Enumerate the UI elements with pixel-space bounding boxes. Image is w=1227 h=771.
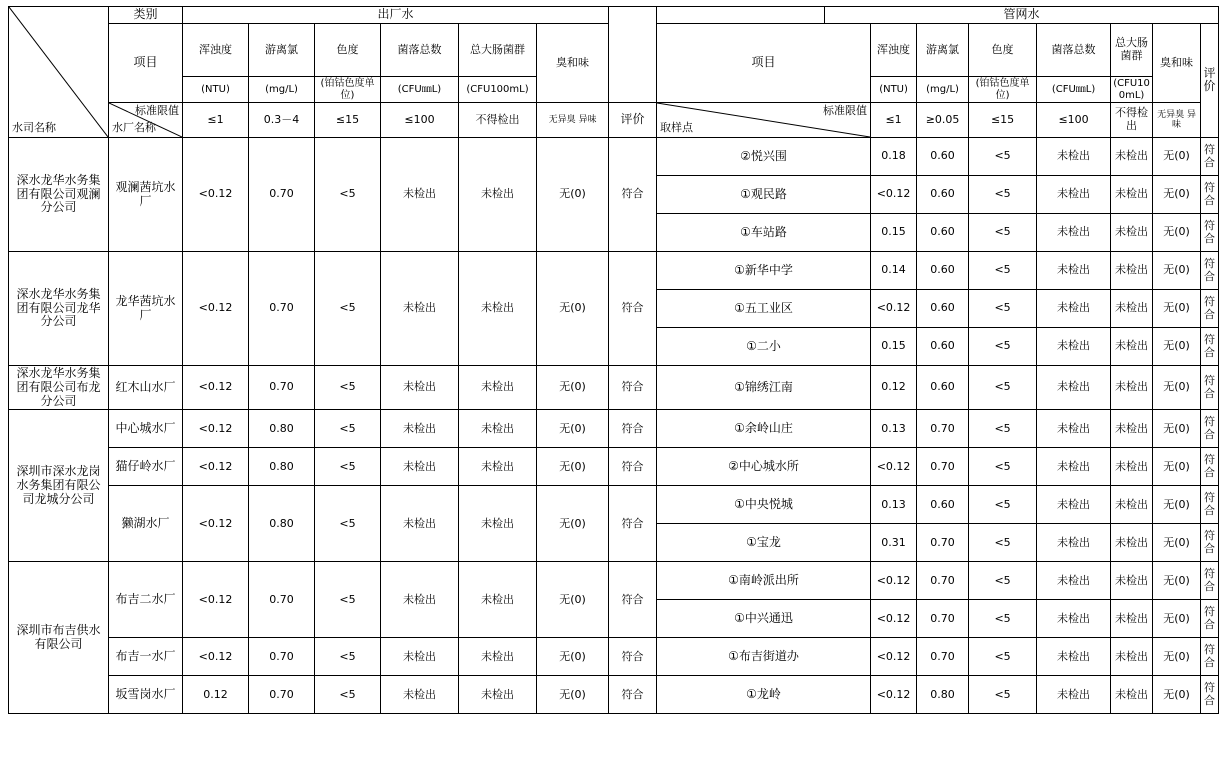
- outlet-value-4: 未检出: [459, 638, 537, 676]
- network-value-1: 0.70: [917, 600, 969, 638]
- network-value-4: 未检出: [1111, 328, 1153, 366]
- table-row: [9, 486, 1219, 524]
- network-evaluation: 符合: [1201, 176, 1219, 214]
- network-col-4-name: 总大肠菌群: [1111, 23, 1153, 76]
- outlet-value-5: 无(0): [537, 138, 609, 252]
- network-value-3: 未检出: [1037, 486, 1111, 524]
- network-col-5-name: 臭和味: [1153, 23, 1201, 102]
- outlet-value-0: <0.12: [183, 486, 249, 562]
- network-col-5-limit: 无异臭 异味: [1153, 103, 1201, 138]
- outlet-value-1: 0.80: [249, 448, 315, 486]
- network-value-0: <0.12: [871, 448, 917, 486]
- network-value-4: 未检出: [1111, 214, 1153, 252]
- outlet-value-1: 0.80: [249, 486, 315, 562]
- outlet-value-4: 未检出: [459, 252, 537, 366]
- network-value-1: 0.70: [917, 448, 969, 486]
- network-value-5: 无(0): [1153, 138, 1201, 176]
- outlet-col-2-limit: ≤15: [315, 103, 381, 138]
- outlet-col-1-unit: (mg/L): [249, 77, 315, 103]
- network-value-3: 未检出: [1037, 290, 1111, 328]
- water-company-name: 深水龙华水务集团有限公司布龙分公司: [9, 366, 109, 410]
- network-col-0-limit: ≤1: [871, 103, 917, 138]
- network-value-1: 0.70: [917, 524, 969, 562]
- network-evaluation: 符合: [1201, 448, 1219, 486]
- outlet-value-2: <5: [315, 676, 381, 714]
- standard-limit-label: 标准限值: [823, 104, 868, 117]
- network-value-5: 无(0): [1153, 486, 1201, 524]
- spacer-cell: [657, 7, 825, 24]
- outlet-value-3: 未检出: [381, 410, 459, 448]
- network-value-4: 未检出: [1111, 252, 1153, 290]
- outlet-evaluation: 符合: [609, 638, 657, 676]
- network-value-2: <5: [969, 600, 1037, 638]
- network-value-5: 无(0): [1153, 176, 1201, 214]
- table-row: [9, 138, 1219, 176]
- network-evaluation: 符合: [1201, 252, 1219, 290]
- network-value-4: 未检出: [1111, 410, 1153, 448]
- network-value-4: 未检出: [1111, 138, 1153, 176]
- network-value-3: 未检出: [1037, 676, 1111, 714]
- network-value-2: <5: [969, 138, 1037, 176]
- outlet-col-4-unit: (CFU100mL): [459, 77, 537, 103]
- outlet-evaluation: 符合: [609, 448, 657, 486]
- sample-point: ①车站路: [657, 214, 871, 252]
- outlet-value-5: 无(0): [537, 410, 609, 448]
- network-value-1: 0.60: [917, 366, 969, 410]
- plant-name: 红木山水厂: [109, 366, 183, 410]
- network-value-0: 0.15: [871, 214, 917, 252]
- network-value-1: 0.60: [917, 176, 969, 214]
- outlet-value-2: <5: [315, 562, 381, 638]
- network-col-3-limit: ≤100: [1037, 103, 1111, 138]
- outlet-value-0: <0.12: [183, 562, 249, 638]
- network-value-3: 未检出: [1037, 252, 1111, 290]
- sample-point: ①南岭派出所: [657, 562, 871, 600]
- table-row: [9, 252, 1219, 290]
- network-col-4-unit: (CFU100mL): [1111, 77, 1153, 103]
- network-value-0: 0.18: [871, 138, 917, 176]
- outlet-col-1-limit: 0.3－4: [249, 103, 315, 138]
- network-col-0-unit: (NTU): [871, 77, 917, 103]
- network-col-3-unit: (CFU㎜L): [1037, 77, 1111, 103]
- sample-point: ①新华中学: [657, 252, 871, 290]
- sample-point: ①中兴通迅: [657, 600, 871, 638]
- table-row: [9, 448, 1219, 486]
- network-value-1: 0.60: [917, 252, 969, 290]
- network-value-0: <0.12: [871, 290, 917, 328]
- category-label: 类别: [109, 7, 183, 24]
- network-value-5: 无(0): [1153, 600, 1201, 638]
- network-value-3: 未检出: [1037, 176, 1111, 214]
- outlet-value-5: 无(0): [537, 486, 609, 562]
- outlet-value-2: <5: [315, 448, 381, 486]
- sample-point: ②悦兴围: [657, 138, 871, 176]
- outlet-col-0-unit: (NTU): [183, 77, 249, 103]
- plant-name: 观澜茜坑水厂: [109, 138, 183, 252]
- network-value-2: <5: [969, 214, 1037, 252]
- network-value-3: 未检出: [1037, 138, 1111, 176]
- outlet-evaluation: 符合: [609, 138, 657, 252]
- outlet-value-1: 0.70: [249, 676, 315, 714]
- outlet-value-1: 0.70: [249, 638, 315, 676]
- network-value-4: 未检出: [1111, 366, 1153, 410]
- water-company-name: 深圳市深水龙岗水务集团有限公司龙城分公司: [9, 410, 109, 562]
- table-row: [9, 638, 1219, 676]
- network-col-1-name: 游离氯: [917, 23, 969, 76]
- outlet-value-2: <5: [315, 138, 381, 252]
- outlet-odor-limit: 无异臭 异味: [548, 114, 597, 125]
- outlet-value-5: 无(0): [537, 562, 609, 638]
- network-value-4: 未检出: [1111, 290, 1153, 328]
- outlet-value-3: 未检出: [381, 252, 459, 366]
- network-value-3: 未检出: [1037, 600, 1111, 638]
- plant-name: 龙华茜坑水厂: [109, 252, 183, 366]
- network-evaluation: 符合: [1201, 290, 1219, 328]
- sample-point-label: 取样点: [660, 121, 694, 135]
- outlet-value-0: <0.12: [183, 138, 249, 252]
- header-row-groups: [9, 7, 1219, 24]
- network-value-4: 未检出: [1111, 486, 1153, 524]
- outlet-value-1: 0.70: [249, 366, 315, 410]
- network-value-5: 无(0): [1153, 252, 1201, 290]
- network-evaluation: 符合: [1201, 138, 1219, 176]
- outlet-value-2: <5: [315, 252, 381, 366]
- network-value-2: <5: [969, 176, 1037, 214]
- network-col-3-name: 菌落总数: [1037, 23, 1111, 76]
- table-row: [9, 562, 1219, 600]
- outlet-evaluation-label: 评价: [620, 112, 645, 127]
- outlet-value-5: 无(0): [537, 448, 609, 486]
- sample-point: ①二小: [657, 328, 871, 366]
- outlet-value-4: 未检出: [459, 676, 537, 714]
- network-value-1: 0.60: [917, 328, 969, 366]
- outlet-value-5: 无(0): [537, 366, 609, 410]
- network-evaluation: 符合: [1201, 600, 1219, 638]
- network-col-1-limit: ≥0.05: [917, 103, 969, 138]
- outlet-value-0: <0.12: [183, 366, 249, 410]
- network-value-2: <5: [969, 638, 1037, 676]
- outlet-value-1: 0.70: [249, 562, 315, 638]
- network-evaluation: 符合: [1201, 676, 1219, 714]
- outlet-evaluation-spacer: [609, 7, 657, 103]
- network-value-0: 0.13: [871, 410, 917, 448]
- network-col-2-unit: (铂钴色度单位): [969, 77, 1037, 103]
- network-value-1: 0.60: [917, 290, 969, 328]
- network-value-3: 未检出: [1037, 638, 1111, 676]
- network-value-0: 0.13: [871, 486, 917, 524]
- network-value-0: <0.12: [871, 600, 917, 638]
- header-row-limits: [9, 103, 1219, 138]
- sample-point: ①五工业区: [657, 290, 871, 328]
- network-standard-limit-header: [657, 103, 871, 138]
- network-value-1: 0.60: [917, 214, 969, 252]
- network-evaluation: 符合: [1201, 410, 1219, 448]
- water-company-label: 水司名称: [12, 121, 56, 135]
- network-value-2: <5: [969, 562, 1037, 600]
- table-row: [9, 410, 1219, 448]
- network-value-1: 0.70: [917, 638, 969, 676]
- network-value-2: <5: [969, 328, 1037, 366]
- network-value-4: 未检出: [1111, 676, 1153, 714]
- network-value-4: 未检出: [1111, 562, 1153, 600]
- network-value-5: 无(0): [1153, 676, 1201, 714]
- outlet-value-3: 未检出: [381, 448, 459, 486]
- outlet-value-4: 未检出: [459, 138, 537, 252]
- outlet-value-0: <0.12: [183, 252, 249, 366]
- network-value-2: <5: [969, 524, 1037, 562]
- outlet-col-3-name: 菌落总数: [381, 23, 459, 76]
- outlet-col-3-limit: ≤100: [381, 103, 459, 138]
- water-company-header-cell: [9, 7, 109, 138]
- network-item-label: 项目: [657, 23, 871, 102]
- outlet-value-3: 未检出: [381, 366, 459, 410]
- sample-point: ①龙岭: [657, 676, 871, 714]
- network-value-0: <0.12: [871, 676, 917, 714]
- outlet-value-0: <0.12: [183, 410, 249, 448]
- network-value-4: 未检出: [1111, 448, 1153, 486]
- network-value-2: <5: [969, 290, 1037, 328]
- network-water-group-label: 管网水: [825, 7, 1219, 24]
- network-value-5: 无(0): [1153, 638, 1201, 676]
- diagonal-line-icon: [9, 7, 108, 137]
- sample-point: ①锦绣江南: [657, 366, 871, 410]
- data-rows-body: [9, 138, 1219, 714]
- network-value-3: 未检出: [1037, 410, 1111, 448]
- outlet-value-0: <0.12: [183, 448, 249, 486]
- sample-point: ①布吉街道办: [657, 638, 871, 676]
- network-value-5: 无(0): [1153, 524, 1201, 562]
- network-value-4: 未检出: [1111, 600, 1153, 638]
- network-value-2: <5: [969, 448, 1037, 486]
- network-value-3: 未检出: [1037, 448, 1111, 486]
- network-value-0: <0.12: [871, 562, 917, 600]
- plant-name: 布吉二水厂: [109, 562, 183, 638]
- outlet-evaluation-label-cell: [609, 103, 657, 138]
- outlet-value-2: <5: [315, 638, 381, 676]
- network-evaluation: 符合: [1201, 562, 1219, 600]
- network-value-1: 0.60: [917, 138, 969, 176]
- network-evaluation: 符合: [1201, 638, 1219, 676]
- outlet-item-label: 项目: [109, 23, 183, 102]
- network-value-1: 0.80: [917, 676, 969, 714]
- sample-point: ①宝龙: [657, 524, 871, 562]
- outlet-value-5: 无(0): [537, 638, 609, 676]
- network-value-0: <0.12: [871, 638, 917, 676]
- outlet-value-5: 无(0): [537, 676, 609, 714]
- outlet-value-3: 未检出: [381, 138, 459, 252]
- network-col-2-name: 色度: [969, 23, 1037, 76]
- outlet-col-1-name: 游离氯: [249, 23, 315, 76]
- network-value-5: 无(0): [1153, 366, 1201, 410]
- sample-point: ②中心城水所: [657, 448, 871, 486]
- network-value-4: 未检出: [1111, 638, 1153, 676]
- outlet-col-3-unit: (CFU㎜L): [381, 77, 459, 103]
- outlet-value-0: <0.12: [183, 638, 249, 676]
- outlet-col-5-name: 臭和味: [537, 23, 609, 102]
- network-value-3: 未检出: [1037, 562, 1111, 600]
- table-row: [9, 676, 1219, 714]
- outlet-col-2-name: 色度: [315, 23, 381, 76]
- network-value-0: 0.15: [871, 328, 917, 366]
- outlet-evaluation: 符合: [609, 676, 657, 714]
- outlet-value-4: 未检出: [459, 410, 537, 448]
- outlet-evaluation: 符合: [609, 562, 657, 638]
- outlet-value-1: 0.70: [249, 252, 315, 366]
- plant-name: 獭湖水厂: [109, 486, 183, 562]
- outlet-standard-limit-header: [109, 103, 183, 138]
- sample-point: ①余岭山庄: [657, 410, 871, 448]
- network-value-4: 未检出: [1111, 176, 1153, 214]
- outlet-col-5-limit-cell: [537, 103, 609, 138]
- outlet-col-2-unit: (铂钴色度单位): [315, 77, 381, 103]
- outlet-col-4-limit: 不得检出: [459, 103, 537, 138]
- plant-name-label: 水厂名称: [112, 121, 156, 135]
- network-value-5: 无(0): [1153, 290, 1201, 328]
- network-evaluation: 符合: [1201, 214, 1219, 252]
- outlet-evaluation: 符合: [609, 410, 657, 448]
- network-value-1: 0.70: [917, 562, 969, 600]
- outlet-value-3: 未检出: [381, 562, 459, 638]
- outlet-value-1: 0.80: [249, 410, 315, 448]
- network-value-3: 未检出: [1037, 524, 1111, 562]
- outlet-value-3: 未检出: [381, 486, 459, 562]
- outlet-col-4-name: 总大肠菌群: [459, 23, 537, 76]
- network-value-0: 0.31: [871, 524, 917, 562]
- outlet-value-2: <5: [315, 486, 381, 562]
- outlet-value-4: 未检出: [459, 448, 537, 486]
- plant-name: 布吉一水厂: [109, 638, 183, 676]
- network-value-2: <5: [969, 410, 1037, 448]
- plant-name: 坂雪岗水厂: [109, 676, 183, 714]
- network-value-1: 0.70: [917, 410, 969, 448]
- water-quality-table: [8, 6, 1219, 714]
- outlet-value-1: 0.70: [249, 138, 315, 252]
- network-evaluation: 符合: [1201, 366, 1219, 410]
- network-value-2: <5: [969, 366, 1037, 410]
- outlet-value-2: <5: [315, 410, 381, 448]
- network-col-2-limit: ≤15: [969, 103, 1037, 138]
- network-value-5: 无(0): [1153, 448, 1201, 486]
- network-evaluation: 符合: [1201, 486, 1219, 524]
- network-value-2: <5: [969, 676, 1037, 714]
- network-col-1-unit: (mg/L): [917, 77, 969, 103]
- outlet-value-3: 未检出: [381, 638, 459, 676]
- network-value-1: 0.60: [917, 486, 969, 524]
- network-evaluation-label: 评价: [1201, 23, 1219, 137]
- plant-name: 中心城水厂: [109, 410, 183, 448]
- sample-point: ①观民路: [657, 176, 871, 214]
- outlet-value-2: <5: [315, 366, 381, 410]
- outlet-evaluation: 符合: [609, 366, 657, 410]
- standard-limit-label: 标准限值: [135, 104, 179, 117]
- network-value-0: 0.12: [871, 366, 917, 410]
- outlet-value-3: 未检出: [381, 676, 459, 714]
- network-value-2: <5: [969, 252, 1037, 290]
- network-value-3: 未检出: [1037, 328, 1111, 366]
- sample-point: ①中央悦城: [657, 486, 871, 524]
- network-value-0: <0.12: [871, 176, 917, 214]
- network-value-3: 未检出: [1037, 366, 1111, 410]
- water-company-name: 深水龙华水务集团有限公司龙华分公司: [9, 252, 109, 366]
- outlet-value-4: 未检出: [459, 486, 537, 562]
- network-value-2: <5: [969, 486, 1037, 524]
- network-col-4-limit: 不得检出: [1111, 103, 1153, 138]
- water-company-name: 深圳市布吉供水有限公司: [9, 562, 109, 714]
- table-row: [9, 366, 1219, 410]
- network-evaluation: 符合: [1201, 524, 1219, 562]
- network-value-0: 0.14: [871, 252, 917, 290]
- network-value-3: 未检出: [1037, 214, 1111, 252]
- network-value-5: 无(0): [1153, 410, 1201, 448]
- network-col-0-name: 浑浊度: [871, 23, 917, 76]
- network-value-4: 未检出: [1111, 524, 1153, 562]
- outlet-col-0-limit: ≤1: [183, 103, 249, 138]
- outlet-col-0-name: 浑浊度: [183, 23, 249, 76]
- network-value-5: 无(0): [1153, 562, 1201, 600]
- outlet-value-0: 0.12: [183, 676, 249, 714]
- water-company-name: 深水龙华水务集团有限公司观澜分公司: [9, 138, 109, 252]
- outlet-water-group-label: 出厂水: [183, 7, 609, 24]
- outlet-evaluation: 符合: [609, 252, 657, 366]
- plant-name: 猫仔岭水厂: [109, 448, 183, 486]
- outlet-evaluation: 符合: [609, 486, 657, 562]
- outlet-value-4: 未检出: [459, 366, 537, 410]
- network-evaluation: 符合: [1201, 328, 1219, 366]
- network-value-5: 无(0): [1153, 328, 1201, 366]
- outlet-value-4: 未检出: [459, 562, 537, 638]
- network-value-5: 无(0): [1153, 214, 1201, 252]
- outlet-value-5: 无(0): [537, 252, 609, 366]
